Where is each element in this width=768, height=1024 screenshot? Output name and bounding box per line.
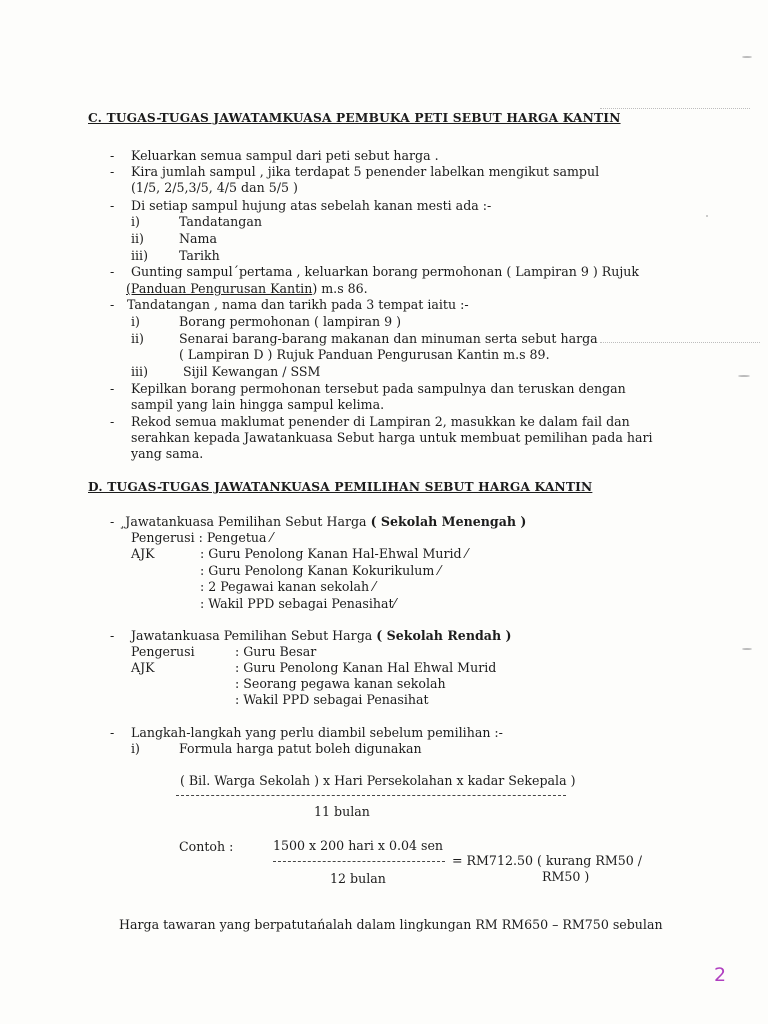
bullet-dash: -	[110, 198, 115, 213]
sub-item: Senarai barang-barang makanan dan minuman serta sebut harga	[179, 331, 598, 346]
example-result-cont: RM50 )	[542, 869, 590, 884]
bullet-dash: -	[110, 514, 115, 529]
bullet-dash: -	[110, 264, 115, 279]
list-item: Keluarkan semua sampul dari peti sebut harga .	[131, 148, 439, 163]
list-item: Gunting sampul´pertama , keluarkan borang permohonan ( Lampiran 9 ) Rujuk	[131, 264, 639, 279]
list-item: Di setiap sampul hujung atas sebelah kanan mesti ada :-	[131, 198, 492, 213]
committee-title-text: Jawatankuasa Pemilihan Sebut Harga	[131, 628, 377, 643]
list-item-cont: (1/5, 2/5,3/5, 4/5 dan 5/5 )	[131, 180, 298, 195]
underlined-reference: (Panduan Pengurusan Kantin	[126, 281, 313, 296]
list-item: Rekod semua maklumat penender di Lampiran 2, masukkan ke dalam fail dan	[131, 414, 630, 429]
list-item-cont: yang sama.	[131, 446, 204, 461]
page-number: 2	[714, 964, 727, 986]
sub-item: Sijil Kewangan / SSM	[183, 364, 321, 379]
list-item-cont: sampil yang lain hingga sampul kelima.	[131, 397, 385, 412]
bullet-dash: -	[110, 297, 115, 312]
sub-item-cont: ( Lampiran D ) Rujuk Panduan Pengurusan Kantin m.s 89.	[179, 347, 550, 362]
formula-numerator: ( Bil. Warga Sekolah ) x Hari Persekolahan x kadar Sekepala )	[180, 773, 576, 788]
formula-fraction-line	[176, 795, 566, 796]
scan-speck	[706, 215, 708, 217]
section-d-heading: D. TUGAS-TUGAS JAWATANKUASA PEMILIHAN SEBUT HARGA KANTIN	[88, 480, 593, 494]
example-fraction-line	[273, 861, 445, 862]
section-c-heading: C. TUGAS-TUGAS JAWATAMKUASA PEMBUKA PETI SEBUT HARGA KANTIN	[88, 111, 621, 125]
ajk-member: : Guru Penolong Kanan Kokurikulum ⁄	[200, 563, 441, 578]
scan-artifact	[600, 108, 750, 109]
example-result: = RM712.50 ( kurang RM50 /	[452, 853, 643, 868]
ajk-member: : Guru Penolong Kanan Hal Ehwal Murid	[235, 660, 497, 675]
scan-artifact	[600, 342, 760, 343]
bullet-dash: -	[110, 381, 115, 396]
example-label: Contoh :	[179, 839, 234, 854]
example-denominator: 12 bulan	[330, 871, 386, 886]
ajk-label: AJK	[131, 546, 155, 561]
sub-item-number: i)	[131, 214, 140, 229]
list-item: Tandatangan , nama dan tarikh pada 3 tempat iaitu :-	[127, 297, 469, 312]
example-numerator: 1500 x 200 hari x 0.04 sen	[273, 838, 444, 853]
committee-title	[131, 628, 511, 644]
sub-item-number: iii)	[131, 364, 148, 379]
sub-item: Nama	[179, 231, 217, 246]
scan-speck	[742, 56, 752, 58]
ajk-label: AJK	[131, 660, 155, 675]
ajk-member: : Wakil PPD sebagai Penasihat⁄	[200, 596, 396, 611]
formula-denominator: 11 bulan	[314, 804, 370, 819]
sub-item: Tandatangan	[179, 214, 262, 229]
bullet-dash: -	[110, 414, 115, 429]
sub-item-number: i)	[131, 741, 140, 756]
chairman-label: Pengerusi	[131, 644, 195, 659]
scan-speck	[742, 648, 752, 650]
steps-title: Langkah-langkah yang perlu diambil sebelum pemilihan :-	[131, 725, 503, 740]
ajk-member: : Guru Penolong Kanan Hal-Ehwal Murid ⁄	[200, 546, 468, 561]
school-type: ( Sekolah Menengah )	[370, 514, 527, 529]
bullet-dash: -	[110, 725, 115, 740]
bullet-dash: -	[110, 164, 115, 179]
sub-item-number: ii)	[131, 331, 144, 346]
ajk-member: : Seorang pegawa kanan sekolah	[235, 676, 446, 691]
price-note: Harga tawaran yang berpatutańalah dalam lingkungan RM RM650 – RM750 sebulan	[119, 917, 663, 932]
school-type: ( Sekolah Rendah )	[376, 628, 512, 643]
list-item-cont: serahkan kepada Jawatankuasa Sebut harga untuk membuat pemilihan pada hari	[131, 430, 653, 445]
sub-item: Borang permohonan ( lampiran 9 )	[179, 314, 402, 329]
ajk-member: : 2 Pegawai kanan sekolah ⁄	[200, 579, 376, 594]
scan-speck	[738, 375, 750, 377]
committee-title-text: ¸Jawatankuasa Pemilihan Sebut Harga	[119, 514, 371, 529]
sub-item-number: i)	[131, 314, 140, 329]
bullet-dash: -	[110, 148, 115, 163]
chairman-line: Pengerusi : Pengetua ⁄	[131, 530, 273, 545]
committee-title	[119, 514, 526, 530]
sub-item-number: ii)	[131, 231, 144, 246]
sub-item-number: iii)	[131, 248, 148, 263]
bullet-dash: -	[110, 628, 115, 643]
sub-item: Tarikh	[179, 248, 220, 263]
chairman-value: : Guru Besar	[235, 644, 317, 659]
sub-item: Formula harga patut boleh digunakan	[179, 741, 422, 756]
page-reference: ) m.s 86.	[312, 281, 368, 296]
list-item: Kepilkan borang permohonan tersebut pada sampulnya dan teruskan dengan	[131, 381, 626, 396]
list-item-cont	[126, 281, 368, 297]
list-item: Kira jumlah sampul , jika terdapat 5 penender labelkan mengikut sampul	[131, 164, 600, 179]
ajk-member: : Wakil PPD sebagai Penasihat	[235, 692, 429, 707]
